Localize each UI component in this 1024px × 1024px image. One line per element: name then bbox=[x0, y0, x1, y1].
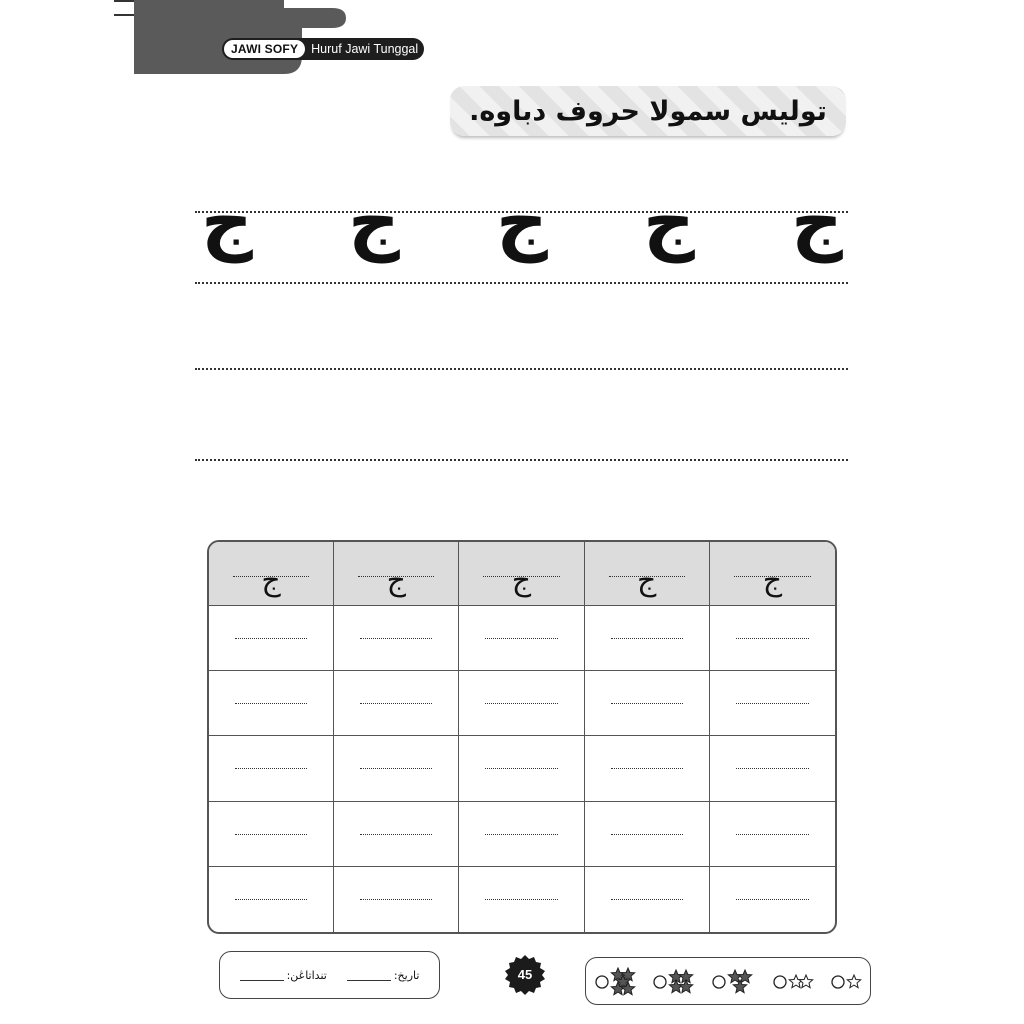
instruction-text: توليس سمولا حروف دباوه. bbox=[469, 95, 827, 127]
writing-cell[interactable] bbox=[209, 867, 334, 932]
writing-cell[interactable] bbox=[585, 671, 710, 736]
star-icon bbox=[847, 975, 860, 988]
page-number-badge bbox=[505, 955, 545, 995]
rating-checkbox bbox=[832, 976, 844, 988]
rating-option-3[interactable] bbox=[713, 970, 752, 993]
star-rating-box bbox=[585, 957, 871, 1005]
writing-cell[interactable] bbox=[209, 606, 334, 671]
tracing-letter: ج bbox=[791, 179, 843, 263]
brand-label: JAWI SOFY bbox=[224, 40, 305, 58]
writing-cell[interactable] bbox=[209, 736, 334, 801]
writing-line bbox=[195, 368, 848, 370]
practice-table bbox=[207, 540, 837, 934]
writing-cell[interactable] bbox=[459, 671, 584, 736]
rating-option-2[interactable] bbox=[774, 975, 813, 988]
date-field[interactable] bbox=[347, 970, 391, 981]
rating-option-1[interactable] bbox=[832, 975, 861, 988]
rating-checkbox bbox=[654, 976, 666, 988]
date-label: تاريخ: bbox=[393, 968, 420, 982]
writing-cell[interactable] bbox=[334, 802, 459, 867]
rating-checkbox bbox=[596, 976, 608, 988]
rating-option-4[interactable] bbox=[654, 970, 693, 993]
table-header-cell bbox=[334, 542, 459, 606]
rating-checkbox bbox=[774, 976, 786, 988]
tracing-letter: ج bbox=[643, 179, 695, 263]
writing-cell[interactable] bbox=[710, 736, 835, 801]
instruction-banner bbox=[450, 86, 846, 136]
tracing-letter: ج bbox=[496, 179, 548, 263]
tracing-letter: ج bbox=[348, 179, 400, 263]
star-icon bbox=[733, 980, 746, 993]
section-subtitle: Huruf Jawi Tunggal bbox=[311, 42, 419, 56]
writing-cell[interactable] bbox=[585, 606, 710, 671]
writing-line bbox=[195, 282, 848, 284]
table-header-cell bbox=[585, 542, 710, 606]
writing-cell[interactable] bbox=[334, 867, 459, 932]
writing-cell[interactable] bbox=[334, 736, 459, 801]
writing-cell[interactable] bbox=[459, 867, 584, 932]
writing-cell[interactable] bbox=[459, 802, 584, 867]
rating-option-5[interactable] bbox=[596, 968, 635, 995]
date-signature-box bbox=[219, 951, 440, 999]
header-letter: ج bbox=[762, 563, 783, 598]
writing-cell[interactable] bbox=[710, 867, 835, 932]
table-header-cell bbox=[459, 542, 584, 606]
signature-field[interactable] bbox=[240, 970, 284, 981]
writing-cell[interactable] bbox=[459, 736, 584, 801]
writing-cell[interactable] bbox=[710, 802, 835, 867]
table-header-cell bbox=[209, 542, 334, 606]
header-letter: ج bbox=[261, 563, 281, 598]
header-letter: ج bbox=[386, 563, 406, 598]
star-rating-graphic bbox=[586, 958, 872, 1006]
writing-cell[interactable] bbox=[585, 802, 710, 867]
writing-cell[interactable] bbox=[334, 671, 459, 736]
header-letter: ج bbox=[637, 563, 657, 598]
crop-mark bbox=[0, 0, 120, 18]
writing-line bbox=[195, 459, 848, 461]
signature-label: تنداتاڠن: bbox=[286, 968, 327, 982]
table-header-cell bbox=[710, 542, 835, 606]
rating-checkbox bbox=[713, 976, 725, 988]
writing-cell[interactable] bbox=[710, 606, 835, 671]
writing-cell[interactable] bbox=[334, 606, 459, 671]
writing-cell[interactable] bbox=[459, 606, 584, 671]
star-icon bbox=[679, 980, 692, 993]
header-title-bar bbox=[222, 38, 424, 60]
writing-cell[interactable] bbox=[209, 802, 334, 867]
header-letter: ج bbox=[511, 563, 532, 598]
writing-cell[interactable] bbox=[585, 867, 710, 932]
writing-cell[interactable] bbox=[710, 671, 835, 736]
writing-cell[interactable] bbox=[209, 671, 334, 736]
star-icon bbox=[799, 975, 812, 988]
page-number: 45 bbox=[517, 967, 533, 982]
tracing-letter: ج bbox=[201, 179, 253, 263]
writing-cell[interactable] bbox=[585, 736, 710, 801]
